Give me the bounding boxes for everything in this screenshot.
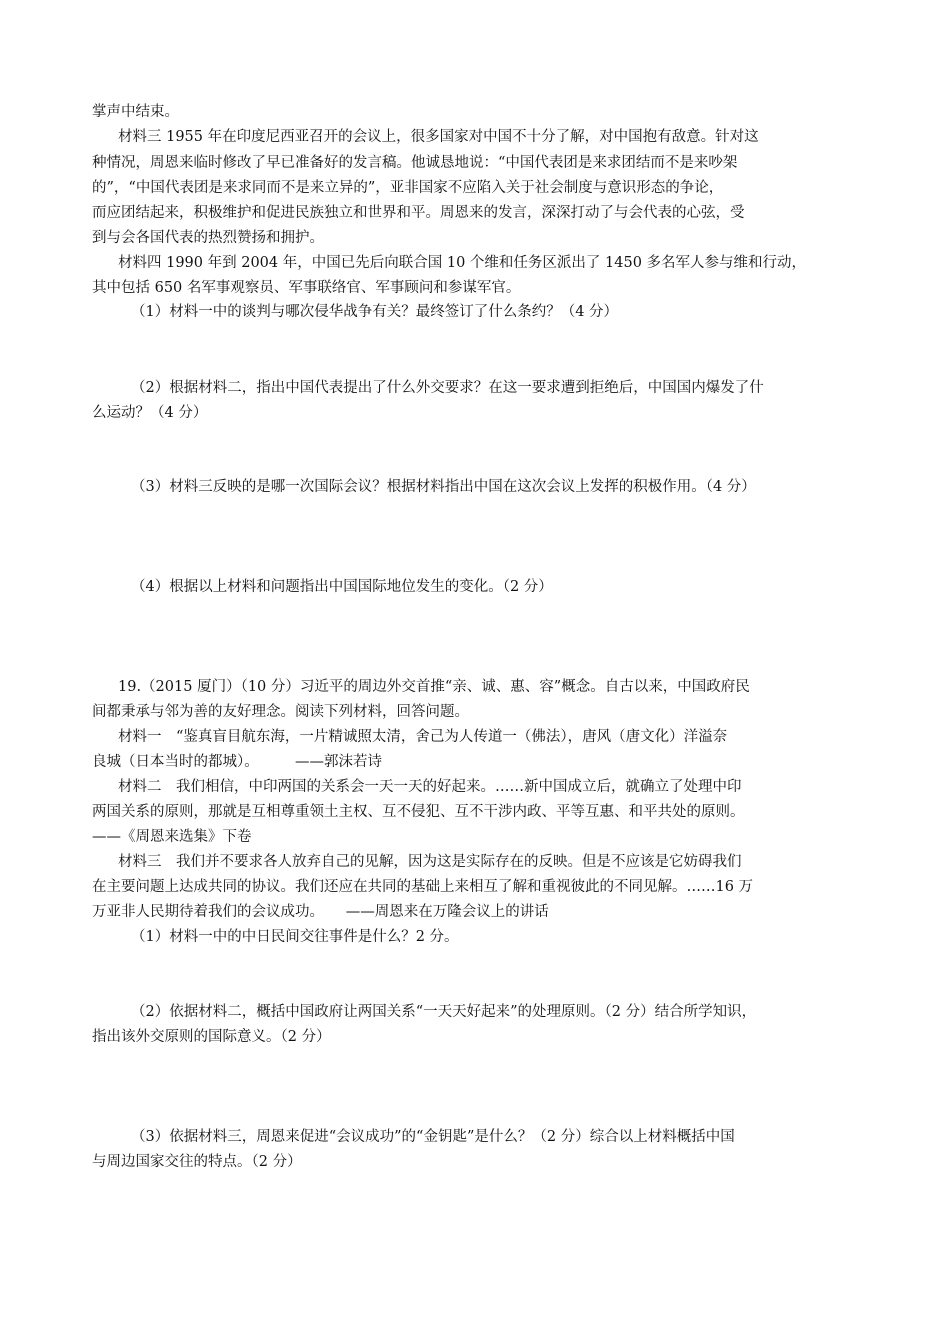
- text-line: 良城（日本当时的都城）。 ——郭沫若诗: [92, 754, 382, 770]
- question-2: （2）依据材料二，概括中国政府让两国关系“一天天好起来”的处理原则。（2 分）结合所学知识，: [131, 1004, 757, 1020]
- text-line: 掌声中结束。: [92, 104, 179, 120]
- text-line: 么运动？（4 分）: [92, 405, 208, 421]
- text-line: 在主要问题上达成共同的协议。我们还应在共同的基础上来相互了解和重视彼此的不同见解。……16 万: [92, 879, 754, 895]
- text-line: 而应团结起来，积极维护和促进民族独立和世界和平。周恩来的发言，深深打动了与会代表的心弦，受: [92, 205, 745, 221]
- text-line: 的”，“中国代表团是来求同而不是来立异的”，亚非国家不应陷入关于社会制度与意识形态的争论，: [92, 180, 724, 196]
- question-3: （3）依据材料三，周恩来促进“会议成功”的“金钥匙”是什么？（2 分）综合以上材料概括中国: [131, 1129, 735, 1145]
- question-19-title: 19.（2015 厦门）（10 分）习近平的周边外交首推“亲、诚、惠、容”概念。自古以来，中国政府民: [118, 679, 750, 695]
- question-1: （1）材料一中的谈判与哪次侵华战争有关？最终签订了什么条约？（4 分）: [131, 304, 619, 320]
- text-line: 万亚非人民期待着我们的会议成功。 ——周恩来在万隆会议上的讲话: [92, 904, 549, 920]
- text-line: 间都秉承与邻为善的友好理念。阅读下列材料，回答问题。: [92, 704, 469, 720]
- text-line: 两国关系的原则，那就是互相尊重领土主权、互不侵犯、互不干涉内政、平等互惠、和平共处的原则。: [92, 804, 745, 820]
- material-2-line: 材料二 我们相信，中印两国的关系会一天一天的好起来。……新中国成立后，就确立了处理中印: [118, 779, 742, 795]
- text-line: 指出该外交原则的国际意义。（2 分）: [92, 1029, 331, 1045]
- question-1: （1）材料一中的中日民间交往事件是什么？2 分。: [131, 929, 459, 945]
- text-line: 种情况，周恩来临时修改了早已准备好的发言稿。他诚恳地说：“中国代表团是来求团结而不是来吵架: [92, 155, 738, 171]
- question-3: （3）材料三反映的是哪一次国际会议？根据材料指出中国在这次会议上发挥的积极作用。（4 分）: [131, 479, 756, 495]
- material-4-line: 材料四 1990 年到 2004 年，中国已先后向联合国 10 个维和任务区派出了 1450 多名军人参与维和行动，: [118, 255, 807, 271]
- source-line: ——《周恩来选集》下卷: [92, 829, 252, 845]
- text-line: 到与会各国代表的热烈赞扬和拥护。: [92, 230, 324, 246]
- question-4: （4）根据以上材料和问题指出中国国际地位发生的变化。（2 分）: [131, 579, 553, 595]
- material-3-line: 材料三 1955 年在印度尼西亚召开的会议上，很多国家对中国不十分了解，对中国抱有敌意。针对这: [118, 129, 759, 145]
- material-1-line: 材料一 “鉴真盲目航东海，一片精诚照太清，舍己为人传道一（佛法），唐风（唐文化）洋溢奈: [118, 729, 728, 745]
- question-2: （2）根据材料二，指出中国代表提出了什么外交要求？在这一要求遭到拒绝后，中国国内爆发了什: [131, 380, 764, 396]
- text-line: 其中包括 650 名军事观察员、军事联络官、军事顾问和参谋军官。: [92, 280, 521, 296]
- material-3-line: 材料三 我们并不要求各人放弃自己的见解，因为这是实际存在的反映。但是不应该是它妨碍我们: [118, 854, 742, 870]
- text-line: 与周边国家交往的特点。（2 分）: [92, 1154, 302, 1170]
